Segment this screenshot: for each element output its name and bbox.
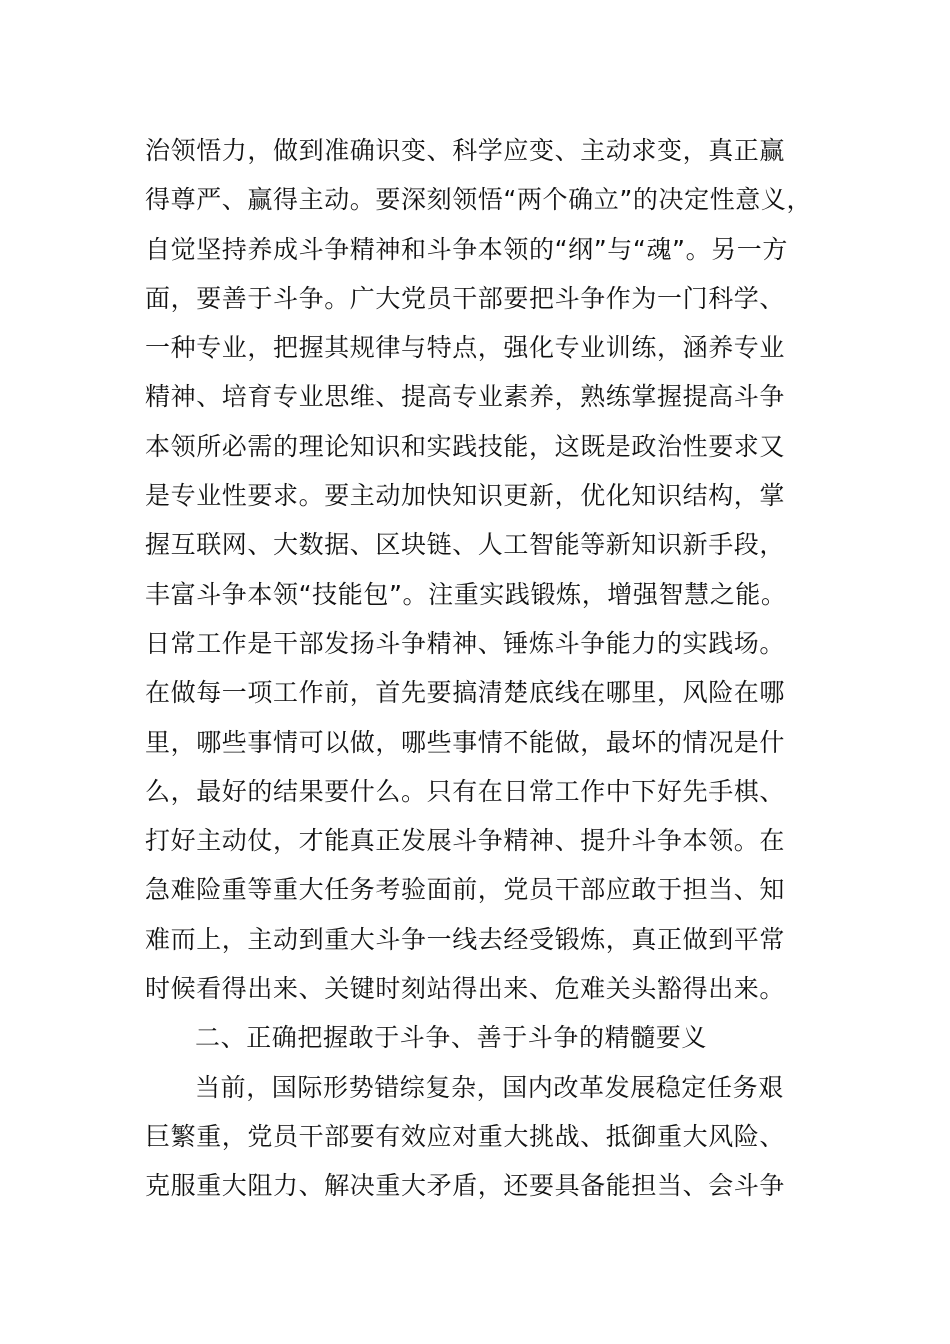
body-line: 里，哪些事情可以做，哪些事情不能做，最坏的情况是什 [145,727,786,757]
body-line: 急难险重等重大任务考验面前，党员干部应敢于担当、知 [145,875,786,905]
body-line: 得尊严、赢得主动。要深刻领悟“两个确立”的决定性意义， [145,185,813,215]
body-line: 精神、培育专业思维、提高专业素养，熟练掌握提高斗争 [145,382,786,412]
body-line: 是专业性要求。要主动加快知识更新，优化知识结构，掌 [145,481,786,511]
section-line: 克服重大阻力、解决重大矛盾，还要具备能担当、会斗争 [145,1171,786,1201]
document-body [145,126,825,1211]
body-line: 日常工作是干部发扬斗争精神、锤炼斗争能力的实践场。 [145,628,786,658]
body-line: 自觉坚持养成斗争精神和斗争本领的“纲”与“魂”。另一方 [145,234,789,264]
body-line: 面，要善于斗争。广大党员干部要把斗争作为一门科学、 [145,283,786,313]
section-line: 当前，国际形势错综复杂，国内改革发展稳定任务艰 [195,1072,784,1102]
body-line: 治领悟力，做到准确识变、科学应变、主动求变，真正赢 [145,136,786,165]
body-line: 时候看得出来、关键时刻站得出来、危难关头豁得出来。 [145,974,786,1004]
body-line: 本领所必需的理论知识和实践技能，这既是政治性要求又 [145,431,786,461]
body-line: 么，最好的结果要什么。只有在日常工作中下好先手棋、 [145,776,786,806]
body-line: 握互联网、大数据、区块链、人工智能等新知识新手段， [145,530,786,560]
section-heading: 二、正确把握敢于斗争、善于斗争的精髓要义 [195,1023,708,1053]
body-line: 在做每一项工作前，首先要搞清楚底线在哪里，风险在哪 [145,678,786,708]
body-line: 难而上，主动到重大斗争一线去经受锻炼，真正做到平常 [145,924,786,954]
body-line: 丰富斗争本领“技能包”。注重实践锻炼，增强智慧之能。 [145,579,787,609]
section-line: 巨繁重，党员干部要有效应对重大挑战、抵御重大风险、 [145,1121,786,1151]
body-line: 一种专业，把握其规律与特点，强化专业训练，涵养专业 [145,333,786,363]
body-line: 打好主动仗，才能真正发展斗争精神、提升斗争本领。在 [145,826,786,856]
